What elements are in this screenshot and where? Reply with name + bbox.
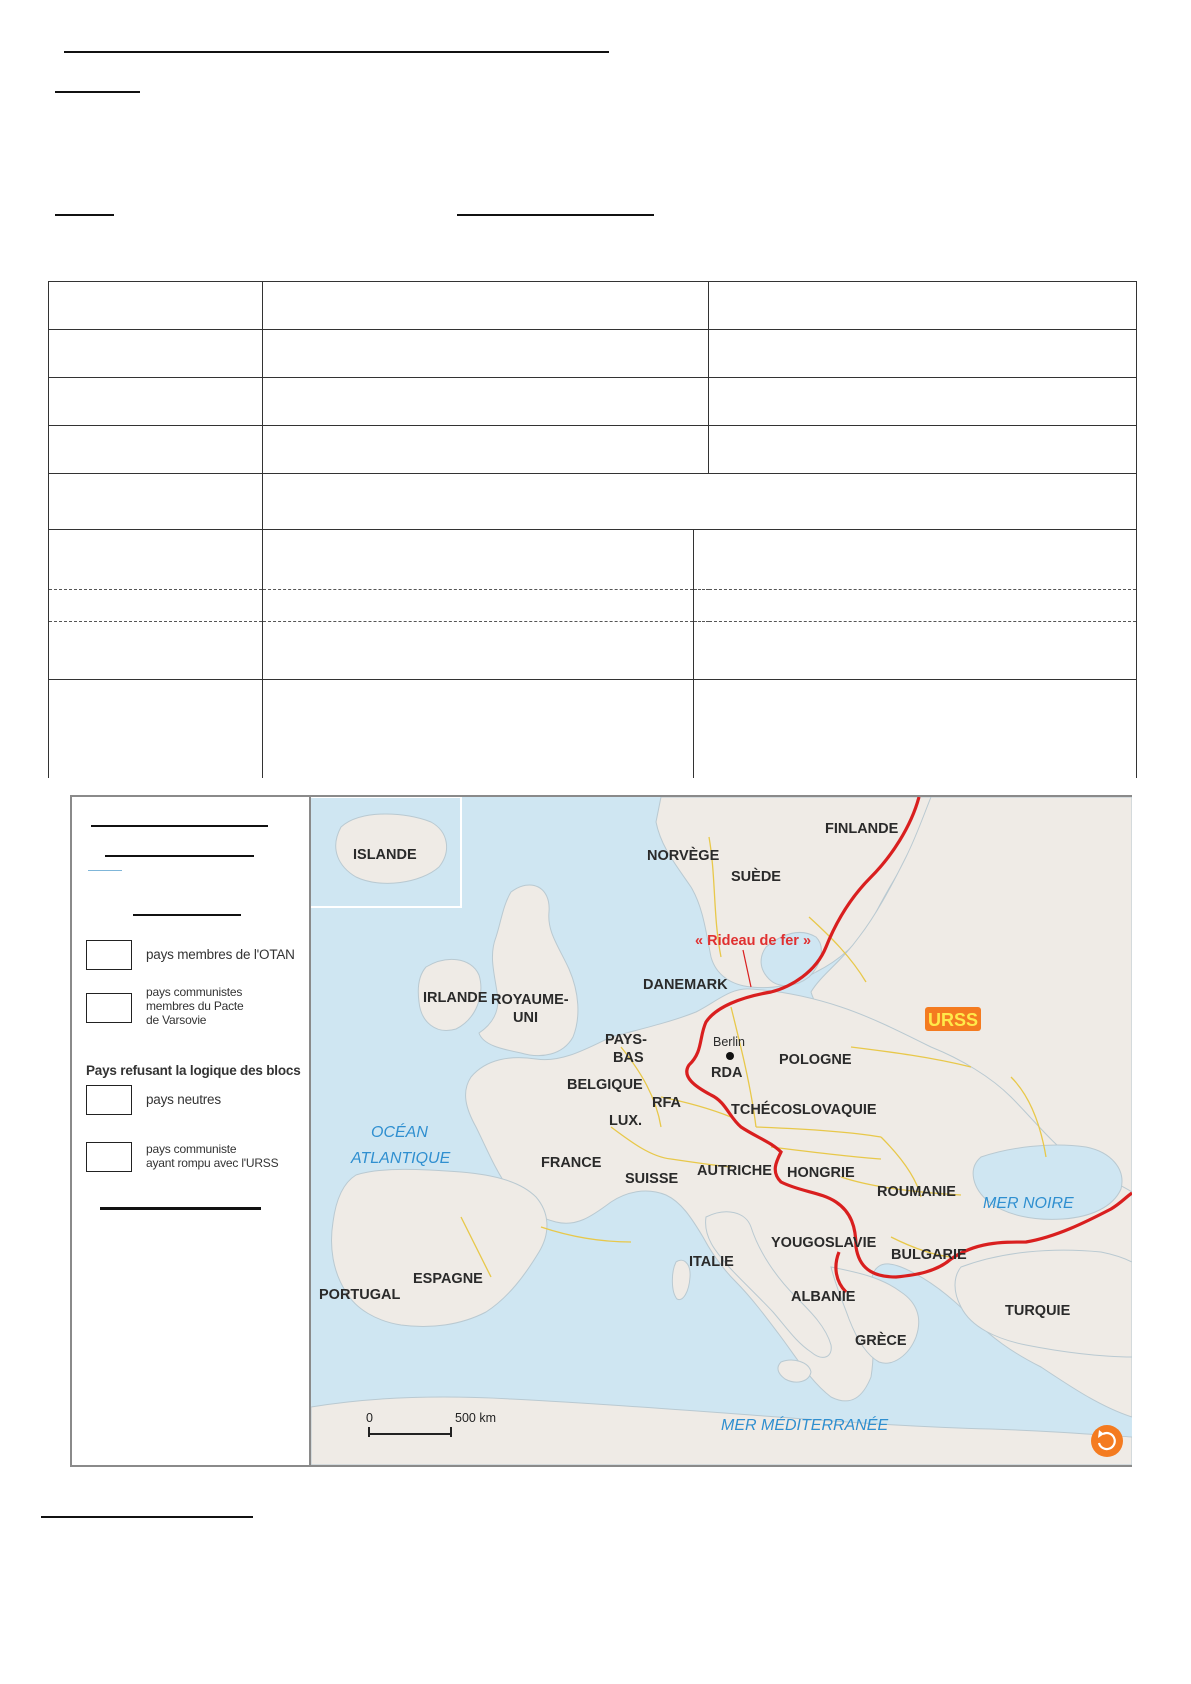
label-pays-bas-1: PAYS- [605,1032,647,1048]
label-suede: SUÈDE [731,869,781,885]
label-berlin: Berlin [713,1035,745,1049]
label-pologne: POLOGNE [779,1052,852,1068]
label-rda: RDA [711,1065,743,1081]
label-roumanie: ROUMANIE [877,1184,956,1200]
label-grece: GRÈCE [855,1333,907,1349]
table-cell[interactable] [263,680,694,778]
table-cell[interactable] [263,330,709,378]
label-ocean-2: ATLANTIQUE [351,1150,451,1167]
legend-subtitle-blank-line [105,855,254,857]
footer-blank-line [41,1516,253,1518]
section-blank-line-left [55,214,114,216]
label-italie: ITALIE [689,1254,734,1270]
label-urss: URSS [928,1010,979,1030]
label-albanie: ALBANIE [791,1289,856,1305]
table-row [49,282,1137,330]
europe-map-svg [311,797,1132,1465]
legend-bottom-blank-line [100,1207,261,1210]
label-royaume-uni-1: ROYAUME- [491,992,569,1008]
europe-map [311,797,1132,1465]
label-turquie: TURQUIE [1005,1303,1071,1319]
table-row [49,622,1137,680]
label-hongrie: HONGRIE [787,1165,855,1181]
europe-cold-war-map-figure [70,795,1132,1467]
table-cell[interactable] [49,680,263,778]
label-france: FRANCE [541,1155,602,1171]
legend-label-neutres: pays neutres [146,1092,221,1107]
table-cell[interactable] [49,622,263,680]
legend-label-rupture-2: ayant rompu avec l'URSS [146,1156,279,1170]
table-cell[interactable] [263,622,694,680]
table-cell[interactable] [49,474,263,530]
legend-box-varsovie[interactable] [86,993,132,1023]
legend-box-neutres[interactable] [86,1085,132,1115]
label-espagne: ESPAGNE [413,1271,483,1287]
legend-title-blank-line [91,825,268,827]
legend-box-otan[interactable] [86,940,132,970]
table-cell[interactable] [263,282,709,330]
berlin-dot [726,1052,734,1060]
table-row [49,530,1137,590]
table-cell[interactable] [263,426,709,474]
scale-zero: 0 [366,1411,373,1425]
table-cell[interactable] [709,426,1137,474]
label-tchecoslovaquie: TCHÉCOSLOVAQUIE [731,1102,877,1118]
table-row [49,378,1137,426]
label-autriche: AUTRICHE [697,1163,772,1179]
label-rfa: RFA [652,1095,681,1111]
label-mediterranee: MER MÉDITERRANÉE [721,1417,889,1434]
label-lux: LUX. [609,1113,643,1129]
table-row [49,474,1137,530]
table-cell[interactable] [694,590,1137,622]
legend-label-varsovie-3: de Varsovie [146,1013,207,1027]
label-yougoslavie: YOUGOSLAVIE [771,1235,877,1251]
label-norvege: NORVÈGE [647,848,720,864]
label-royaume-uni-2: UNI [513,1010,538,1026]
title-blank-line [64,51,609,53]
table-cell[interactable] [263,530,694,590]
scale-distance: 500 km [455,1411,496,1425]
legend-label-otan: pays membres de l'OTAN [146,947,295,962]
section-blank-line-right [457,214,654,216]
table-cell[interactable] [709,330,1137,378]
replay-icon[interactable] [1091,1425,1123,1457]
table-cell[interactable] [49,330,263,378]
table-row [49,590,1137,622]
label-suisse: SUISSE [625,1171,679,1187]
label-finlande: FINLANDE [825,821,899,837]
legend-box-rupture-urss[interactable] [86,1142,132,1172]
table-cell-merged[interactable] [263,474,1137,530]
legend-blue-dash [88,870,122,871]
label-irlande: IRLANDE [423,990,488,1006]
table-cell[interactable] [709,378,1137,426]
label-ocean-1: OCÉAN [371,1124,428,1141]
label-islande: ISLANDE [353,847,417,863]
label-pays-bas-2: BAS [613,1050,644,1066]
label-danemark: DANEMARK [643,977,728,993]
legend-label-rupture-1: pays communiste [146,1142,237,1156]
label-portugal: PORTUGAL [319,1287,401,1303]
legend-label-varsovie-2: membres du Pacte [146,999,244,1013]
table-row [49,426,1137,474]
legend-heading-non-aligned: Pays refusant la logique des blocs [86,1063,301,1078]
label-mer-noire: MER NOIRE [983,1195,1074,1212]
table-cell[interactable] [49,378,263,426]
table-cell[interactable] [694,622,1137,680]
table-cell[interactable] [709,282,1137,330]
table-cell[interactable] [49,426,263,474]
table-row [49,680,1137,778]
table-row [49,330,1137,378]
table-cell[interactable] [263,590,694,622]
legend-heading-blank-line [133,914,241,916]
subtitle-blank-line [55,91,140,93]
table-cell[interactable] [263,378,709,426]
label-belgique: BELGIQUE [567,1077,643,1093]
table-cell[interactable] [694,530,1137,590]
table-cell[interactable] [49,530,263,590]
legend-label-varsovie-1: pays communistes [146,985,243,999]
table-cell[interactable] [694,680,1137,778]
iron-curtain-label: « Rideau de fer » [695,933,812,949]
table-cell[interactable] [49,590,263,622]
map-legend [72,797,311,1465]
comparison-table [48,281,1137,778]
table-cell[interactable] [49,282,263,330]
label-bulgarie: BULGARIE [891,1247,967,1263]
